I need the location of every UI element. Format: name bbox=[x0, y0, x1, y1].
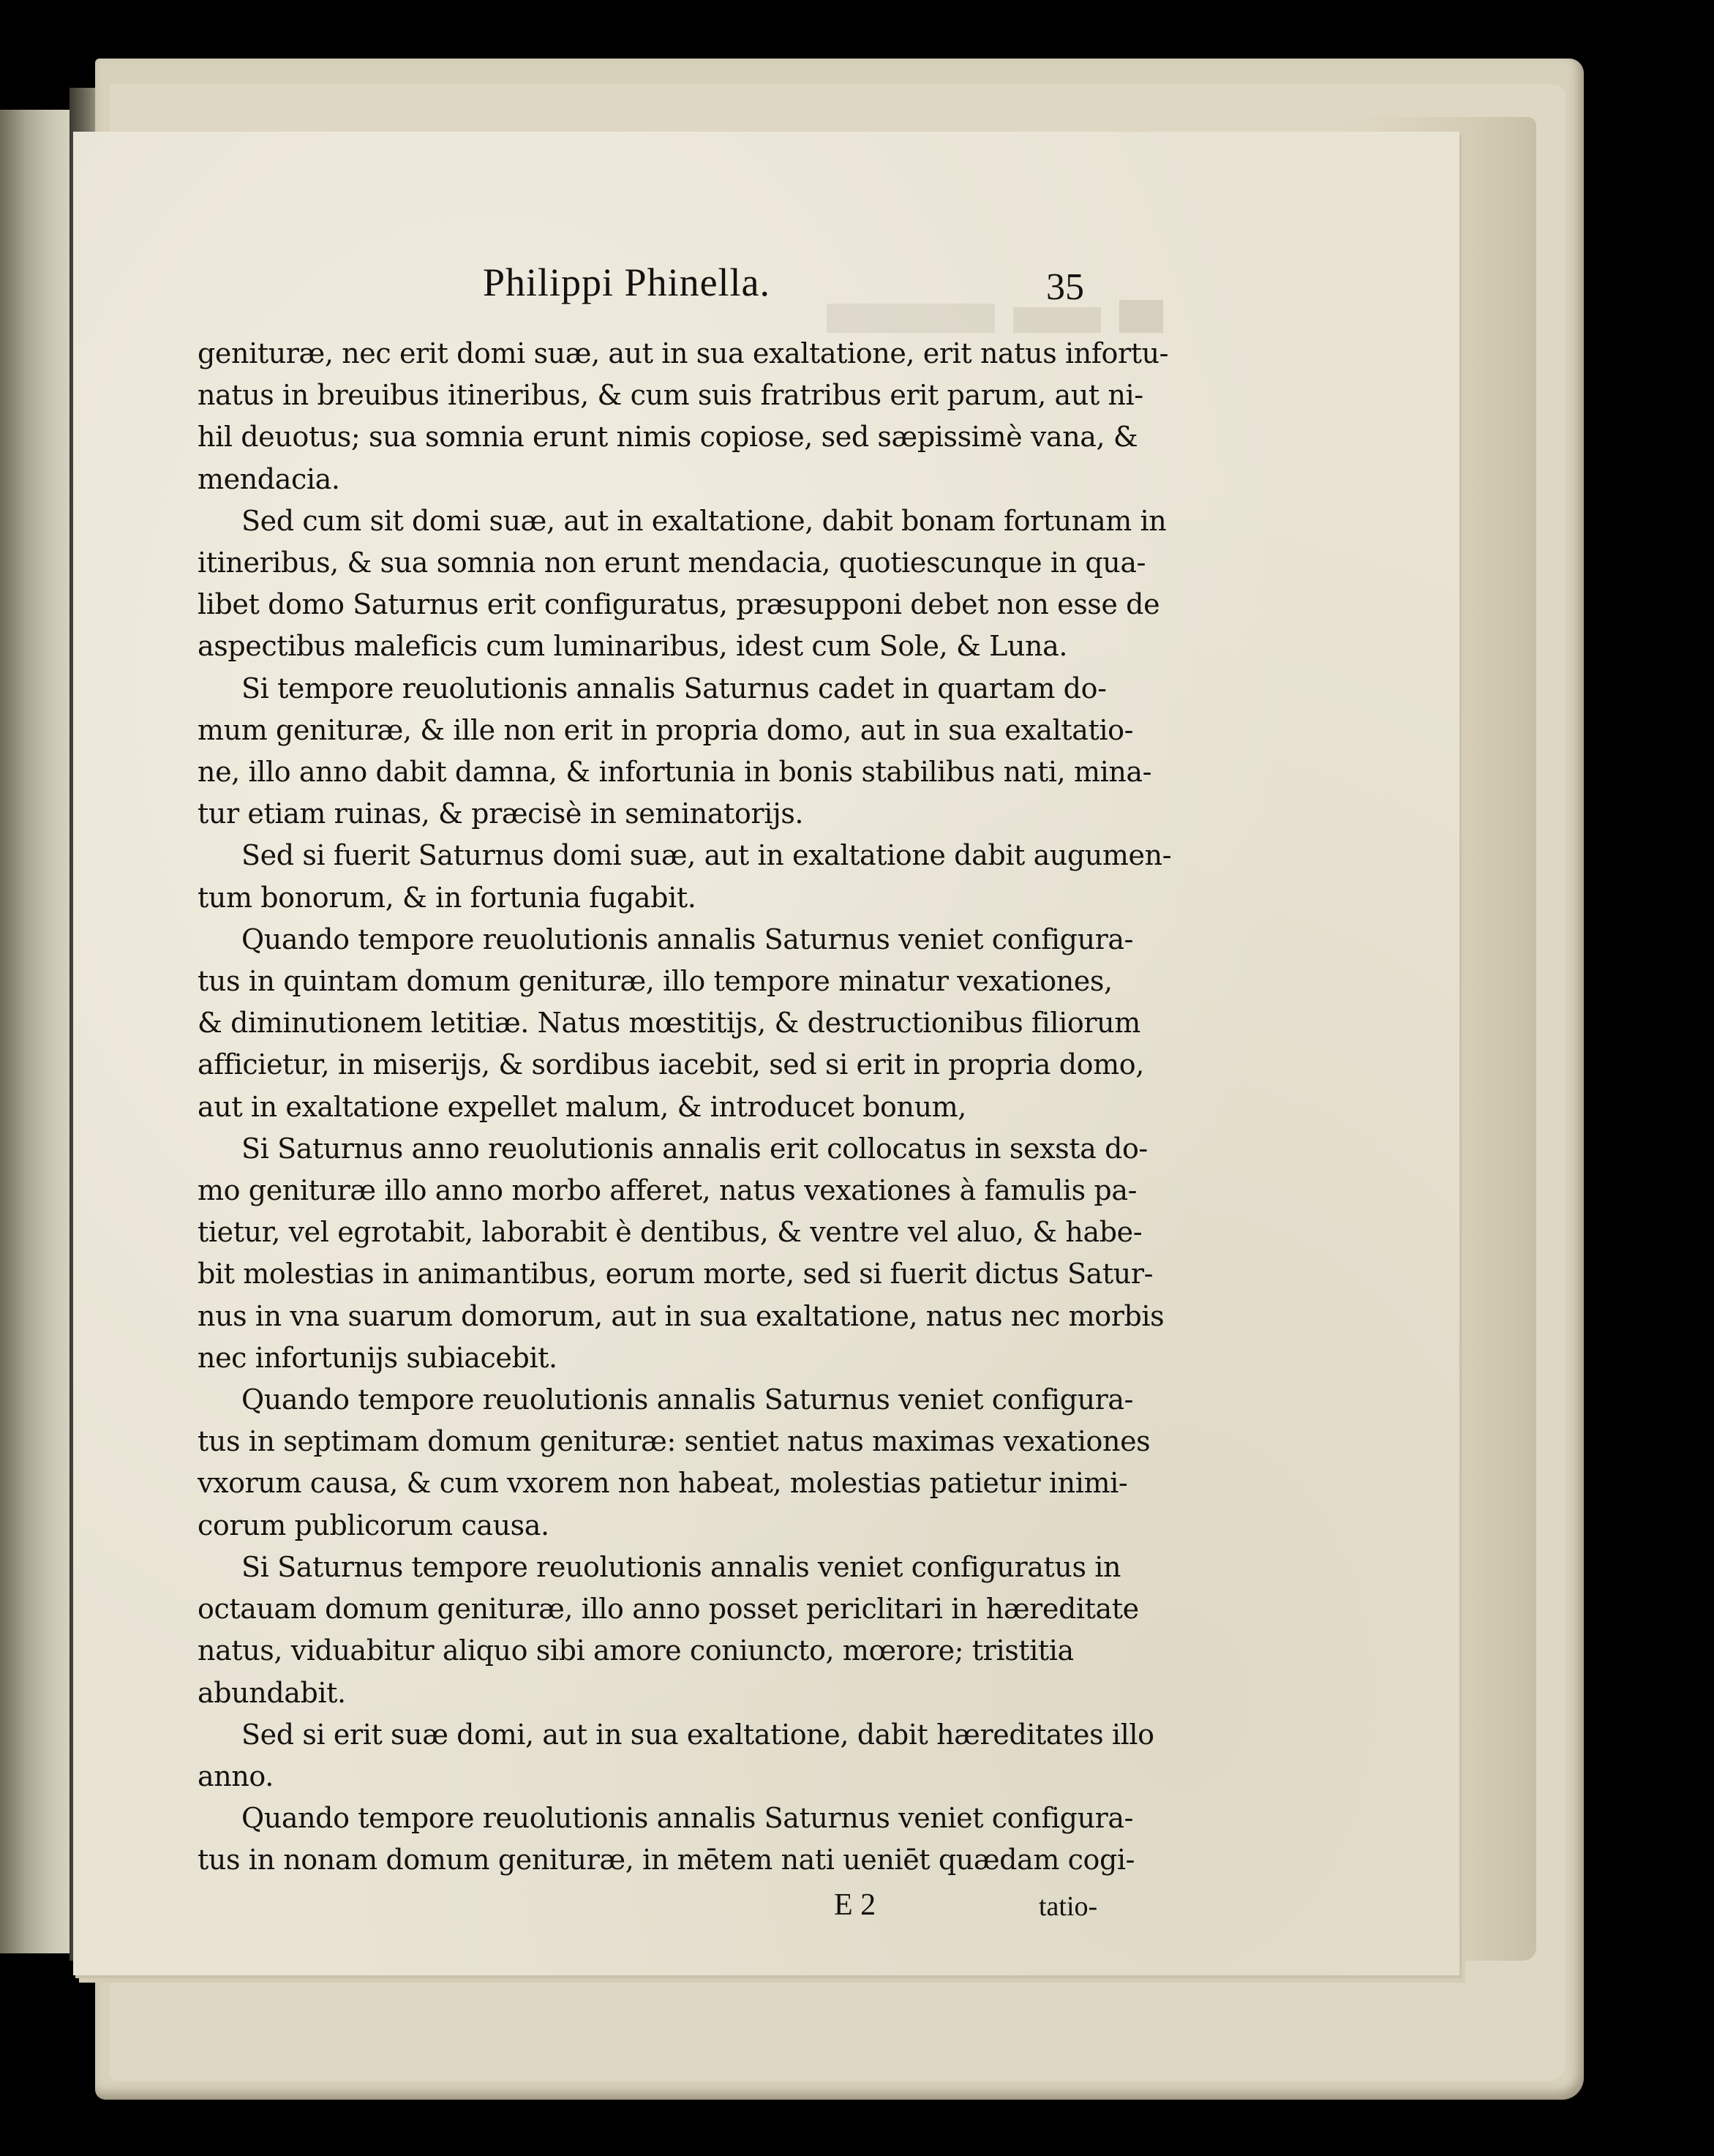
text-line: itineribus, & sua somnia non erunt mendacia, quotiescunque in qua- bbox=[198, 546, 1146, 579]
text-line: aut in exaltatione expellet malum, & introducet bonum, bbox=[198, 1090, 966, 1123]
text-line: hil deuotus; sua somnia erunt nimis copiose, sed sæpissimè vana, & bbox=[198, 421, 1138, 454]
text-line: natus in breuibus itineribus, & cum suis fratribus erit parum, aut ni- bbox=[198, 379, 1143, 412]
text-line: ne, illo anno dabit damna, & infortunia in bonis stabilibus nati, mina- bbox=[198, 756, 1152, 789]
text-line: Sed cum sit domi suæ, aut in exaltatione, dabit bonam fortunam in bbox=[241, 504, 1167, 537]
text-line: anno. bbox=[198, 1759, 274, 1792]
facing-page-edge bbox=[0, 110, 73, 1953]
signature-mark: E 2 bbox=[834, 1888, 876, 1922]
text-line: mo genituræ illo anno morbo afferet, natus vexationes à famulis pa- bbox=[198, 1174, 1138, 1207]
text-line: corum publicorum causa. bbox=[198, 1509, 549, 1541]
page-number: 35 bbox=[1046, 266, 1084, 308]
text-line: afficietur, in miserijs, & sordibus iacebit, sed si erit in propria domo, bbox=[198, 1048, 1144, 1081]
text-line: abundabit. bbox=[198, 1676, 346, 1709]
text-line: Si Saturnus anno reuolutionis annalis erit collocatus in sexsta do- bbox=[241, 1132, 1148, 1165]
text-line: Quando tempore reuolutionis annalis Saturnus veniet configura- bbox=[241, 1802, 1134, 1835]
page-text bbox=[198, 260, 1170, 1939]
page-footer bbox=[198, 1888, 1170, 1939]
text-line: tus in quintam domum genituræ, illo tempore minatur vexationes, bbox=[198, 965, 1113, 998]
text-line: tietur, vel egrotabit, laborabit è dentibus, & ventre vel aluo, & habe- bbox=[198, 1216, 1143, 1249]
text-line: tur etiam ruinas, & præcisè in seminatorijs. bbox=[198, 797, 804, 830]
text-line: tus in nonam domum genituræ, in mētem nati ueniēt quædam cogi- bbox=[198, 1844, 1135, 1877]
text-line: natus, viduabitur aliquo sibi amore coniuncto, mœrore; tristitia bbox=[198, 1634, 1074, 1667]
text-line: mendacia. bbox=[198, 462, 340, 495]
body-text bbox=[198, 333, 1170, 1882]
text-line: genituræ, nec erit domi suæ, aut in sua exaltatione, erit natus infortu- bbox=[198, 337, 1169, 369]
text-line: & diminutionem letitiæ. Natus mœstitijs, & destructionibus filiorum bbox=[198, 1007, 1140, 1040]
text-line: Si Saturnus tempore reuolutionis annalis veniet configuratus in bbox=[241, 1550, 1121, 1583]
text-line: Quando tempore reuolutionis annalis Saturnus veniet configura- bbox=[241, 923, 1134, 955]
running-head: Philippi Phinella. bbox=[483, 260, 771, 304]
text-line: tum bonorum, & in fortunia fugabit. bbox=[198, 881, 696, 914]
text-line: tus in septimam domum genituræ: sentiet natus maximas vexationes bbox=[198, 1425, 1151, 1458]
text-line: nec infortunijs subiacebit. bbox=[198, 1341, 557, 1374]
text-line: vxorum causa, & cum vxorem non habeat, molestias patietur inimi- bbox=[198, 1467, 1128, 1500]
text-line: nus in vna suarum domorum, aut in sua exaltatione, natus nec morbis bbox=[198, 1299, 1165, 1332]
text-line: Sed si fuerit Saturnus domi suæ, aut in exaltatione dabit augumen- bbox=[241, 839, 1172, 872]
text-line: Quando tempore reuolutionis annalis Saturnus veniet configura- bbox=[241, 1383, 1134, 1416]
text-line: aspectibus maleficis cum luminaribus, idest cum Sole, & Luna. bbox=[198, 630, 1068, 663]
page-header bbox=[198, 260, 1170, 333]
catchword: tatio- bbox=[1039, 1890, 1098, 1922]
text-line: mum genituræ, & ille non erit in propria domo, aut in sua exaltatio- bbox=[198, 713, 1134, 746]
text-line: libet domo Saturnus erit configuratus, præsupponi debet non esse de bbox=[198, 588, 1160, 621]
text-line: Sed si erit suæ domi, aut in sua exaltatione, dabit hæreditates illo bbox=[241, 1718, 1154, 1751]
text-line: bit molestias in animantibus, eorum morte, sed si fuerit dictus Satur- bbox=[198, 1258, 1154, 1291]
text-line: Si tempore reuolutionis annalis Saturnus cadet in quartam do- bbox=[241, 672, 1107, 705]
text-line: octauam domum genituræ, illo anno posset periclitari in hæreditate bbox=[198, 1593, 1139, 1626]
